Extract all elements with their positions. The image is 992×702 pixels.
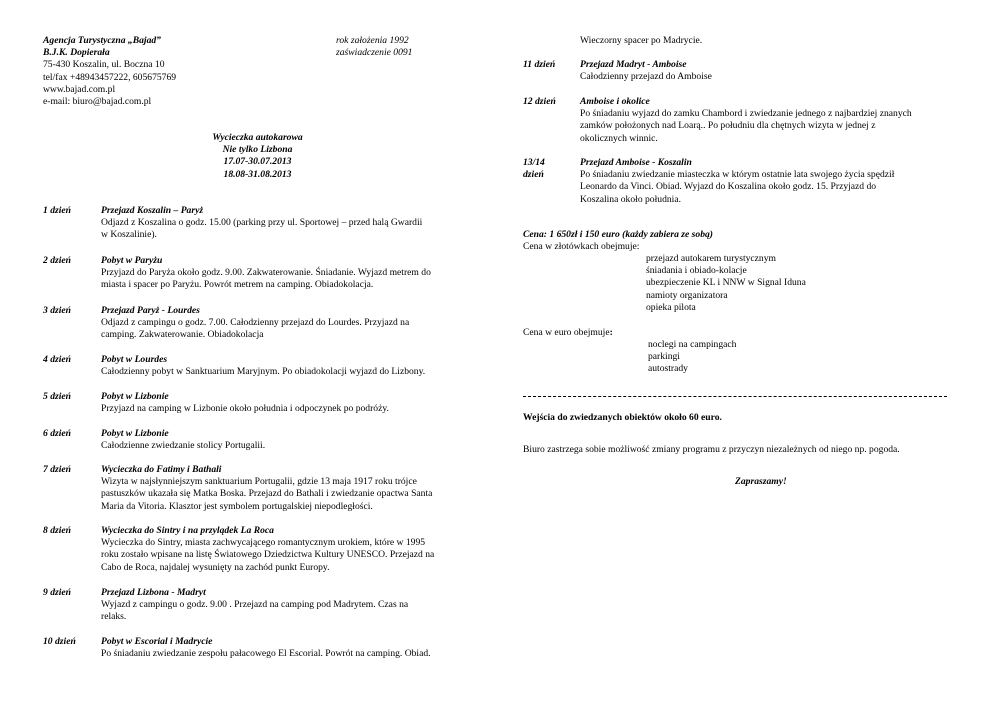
day-entry — [580, 96, 912, 145]
day-title: Przejazd Lizbona - Madryt — [101, 587, 206, 598]
day-entry — [580, 157, 894, 206]
day-title: Przejazd Paryż - Lourdes — [101, 305, 200, 316]
day-entry — [101, 464, 432, 513]
day-description-line: Całodzienny pobyt w Sanktuarium Maryjnym. Po obiadokolacji wyjazd do Lizbony. — [101, 366, 426, 378]
day-entry — [101, 305, 409, 342]
day-label-text-2: dzień — [523, 169, 544, 181]
price-pln-item: namioty organizatora — [646, 289, 728, 301]
day-title: Pobyt w Lourdes — [101, 354, 168, 365]
agency-owner: B.J.K. Dopierała — [43, 47, 110, 59]
price-pln-item: ubezpieczenie KL i NNW w Signal Iduna — [646, 277, 806, 289]
day-entry — [101, 255, 431, 292]
day-label: 2 dzień — [43, 255, 71, 266]
day-title: Wycieczka do Sintry i na przylądek La Roca — [101, 525, 274, 536]
day-label: 7 dzień — [43, 464, 71, 475]
day-entry — [101, 428, 265, 452]
day-description-line: Cabo de Roca, najdalej wysunięty na zachód punkt Europy. — [101, 561, 330, 573]
day-description-line: okolicznych winnic. — [580, 132, 658, 144]
price-pln-items — [646, 253, 806, 314]
price-eur-item: autostrady — [648, 363, 688, 375]
trip-title-block — [170, 132, 345, 181]
agency-email: e-mail: biuro@bajad.com.pl — [43, 96, 152, 108]
day-description-line: Wyjazd z campingu o godz. 9.00 . Przejazd na camping pod Madrytem. Czas na — [101, 599, 409, 611]
day-label: 6 dzień — [43, 428, 71, 439]
day-label — [523, 59, 555, 71]
day-description-line: Odjazd z Koszalina o godz. 15.00 (parking przy ul. Sportowej – przed halą Gwardii — [101, 217, 423, 229]
price-pln-item: przejazd autokarem turystycznym — [646, 253, 776, 264]
program-change-note: Biuro zastrzega sobie możliwość zmiany programu z przyczyn niezależnych od niego np. pogoda. — [523, 444, 900, 455]
day-label: 9 dzień — [43, 587, 71, 598]
agency-block — [43, 35, 176, 108]
day-title: Wycieczka do Fatimy i Bathali — [101, 464, 222, 475]
day-entry — [101, 587, 408, 624]
founded-year: rok założenia 1992 — [336, 35, 409, 46]
price-eur-item: noclegi na campingach — [648, 339, 737, 350]
day-description-line: Wycieczka do Sintry, miasta zachwycającego romantycznym urokiem, które w 1995 — [101, 537, 426, 549]
day-label: 3 dzień — [43, 305, 71, 316]
day-label-text: 13/14 — [523, 157, 545, 168]
day-description-line: w Koszalinie). — [101, 229, 157, 241]
price-headline: Cena: 1 650zł i 150 euro (każdy zabiera ze sobą) — [523, 229, 714, 240]
day-description-line: Po śniadaniu zwiedzanie zespołu pałacowego El Escorial. Powrót na camping. Obiad. — [101, 648, 431, 660]
day-description-line: Po śniadaniu wyjazd do zamku Chambord i zwiedzanie jednego z najbardziej znanych — [580, 108, 912, 120]
day-description-line: Koszalina około południa. — [580, 193, 681, 205]
agency-registration — [336, 35, 412, 59]
day-description-line: Wizyta w najsłynniejszym sanktuarium Portugalii, gdzie 13 maja 1917 roku trójce — [101, 476, 417, 488]
day-title: Przejazd Amboise - Koszalin — [580, 157, 692, 168]
trip-date-1: 17.07-30.07.2013 — [223, 156, 292, 168]
day-description-line: Maria da Vitoria. Klasztor jest symbolem portugalskiej niepodległości. — [101, 500, 373, 512]
price-eur-label — [523, 327, 613, 339]
agency-web: www.bajad.com.pl — [43, 83, 116, 95]
day-label-text: 12 dzień — [523, 96, 556, 107]
day-description-line: Całodzienne zwiedzanie stolicy Portugalii. — [101, 440, 266, 452]
trip-title: Nie tylko Lizbona — [222, 144, 293, 156]
price-eur-item: parkingi — [648, 351, 680, 363]
day-description-line: Po śniadaniu zwiedzanie miasteczka w którym ostatnie lata swojego życia spędził — [580, 169, 895, 181]
day-description-line: miasta i spacer po Paryżu. Powrót metrem na camping. Obiadokolacja. — [101, 279, 374, 291]
day-description-line: Leonardo da Vinci. Obiad. Wyjazd do Koszalina około godz. 15. Przyjazd do — [580, 181, 877, 193]
day-entry — [101, 354, 425, 378]
day-title: Pobyt w Escorial i Madrycie — [101, 636, 213, 647]
day-description-line: Przyjazd na camping w Lizbonie około południa i odpoczynek po podróży. — [101, 403, 389, 415]
day-title: Przejazd Madryt - Amboise — [580, 59, 687, 70]
trip-date-2: 18.08-31.08.2013 — [223, 168, 292, 180]
day-label — [523, 157, 545, 181]
day-label: 1 dzień — [43, 205, 71, 216]
entrance-fees: Wejścia do zwiedzanych obiektów około 60 euro. — [523, 412, 722, 423]
dashed-divider — [523, 396, 947, 397]
day-entry — [101, 525, 434, 574]
day-title: Amboise i okolice — [580, 96, 650, 107]
day-entry — [101, 391, 389, 415]
day-title: Pobyt w Lizbonie — [101, 391, 169, 402]
day-title: Pobyt w Lizbonie — [101, 428, 169, 439]
day-description-line: camping. Zakwaterowanie. Obiadokolacja — [101, 329, 264, 341]
day-entry — [101, 205, 422, 242]
day-label: 4 dzień — [43, 354, 71, 365]
day-description-line: Całodzienny przejazd do Amboise — [580, 71, 712, 83]
price-pln-item: śniadania i obiado-kolacje — [646, 265, 747, 277]
day-title: Przejazd Koszalin – Paryż — [101, 205, 204, 216]
day-label — [523, 96, 556, 108]
day-description-line: Przyjazd do Paryża około godz. 9.00. Zakwaterowanie. Śniadanie. Wyjazd metrem do — [101, 267, 431, 279]
right-intro: Wieczorny spacer po Madrycie. — [580, 35, 703, 46]
price-pln-label: Cena w złotówkach obejmuje: — [523, 241, 640, 253]
day-entry — [580, 59, 712, 83]
price-eur-items — [648, 339, 736, 376]
day-description-line: pastuszków ukazała się Matka Boska. Przejazd do Bathali i zwiedzanie opactwa Santa — [101, 488, 433, 500]
day-label-text: 11 dzień — [523, 59, 556, 70]
day-label: 5 dzień — [43, 391, 71, 402]
agency-phone: tel/fax +48943457222, 605675769 — [43, 71, 177, 83]
price-pln-item: opieka pilota — [646, 301, 696, 313]
agency-address: 75-430 Koszalin, ul. Boczna 10 — [43, 59, 165, 71]
day-entry — [101, 636, 431, 660]
day-label: 10 dzień — [43, 636, 76, 647]
day-description-line: relaks. — [101, 611, 127, 623]
day-label: 8 dzień — [43, 525, 71, 536]
price-eur-label-text: Cena w euro obejmuje — [523, 327, 610, 338]
invitation: Zapraszamy! — [735, 476, 787, 487]
trip-type: Wycieczka autokarowa — [212, 132, 303, 143]
price-eur-label-colon: : — [609, 327, 613, 338]
day-title: Pobyt w Paryżu — [101, 255, 163, 266]
day-description-line: roku zostało wpisane na listę Światowego Dziedzictwa Kultury UNESCO. Przejazd na — [101, 549, 435, 561]
day-description-line: zamków położonych nad Loarą.. Po południu dla chętnych wizyta w jednej z — [580, 120, 876, 132]
price-section — [523, 229, 713, 253]
agency-name: Agencja Turystyczna „Bajad” — [43, 35, 161, 46]
certificate-number: zaświadczenie 0091 — [336, 47, 413, 59]
day-description-line: Odjazd z campingu o godz. 7.00. Całodzienny przejazd do Lourdes. Przyjazd na — [101, 317, 410, 329]
